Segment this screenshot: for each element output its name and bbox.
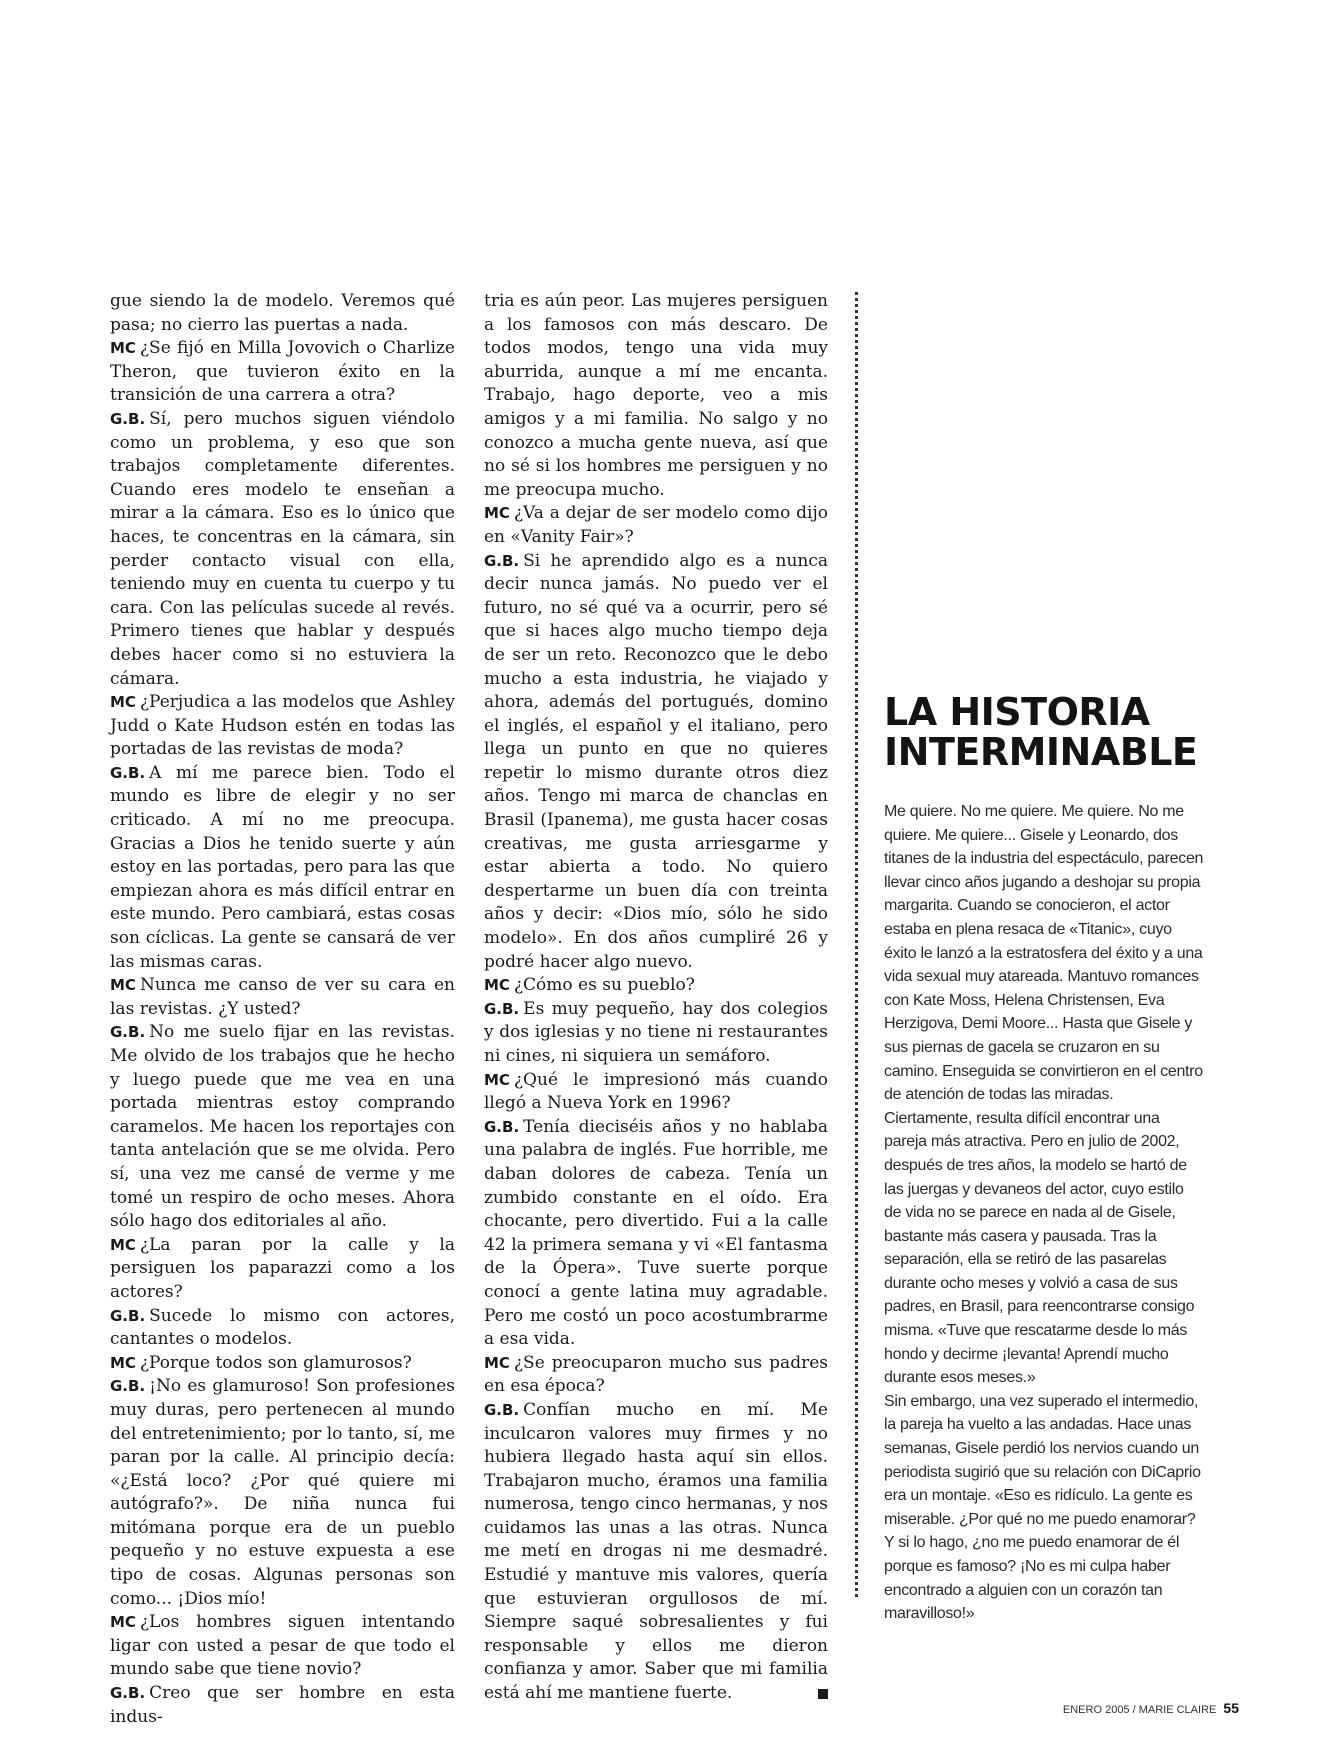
- speaker-label: G.B.: [484, 999, 520, 1018]
- speaker-label: MC: [110, 693, 136, 712]
- interview-paragraph: [484, 550, 828, 975]
- page-number: 55: [1223, 1700, 1239, 1716]
- speaker-label: G.B.: [110, 1684, 146, 1703]
- paragraph-text: ¿Se fijó en Milla Jovovich o Charlize Theron, que tuvieron éxito en la transición de una carrera a otra?: [110, 338, 455, 406]
- interview-paragraph: [110, 691, 455, 762]
- paragraph-text: tria es aún peor. Las mujeres persiguen a los famosos con más descaro. De todos modos, tengo una vida muy aburrida, aunque a mí me encanta. Trabajo, hago deporte, veo a mis amigos y a mi familia. No salgo y no conozco a mucha gente nueva, así que no sé si los hombres me persiguen y no me preocupa mucho.: [484, 291, 828, 500]
- speaker-label: MC: [484, 1070, 510, 1089]
- speaker-label: G.B.: [110, 1023, 146, 1042]
- sidebar-title-line-1: LA HISTORIA: [884, 690, 1150, 734]
- interview-paragraph: [484, 502, 828, 549]
- page-footer: [1063, 1700, 1239, 1716]
- speaker-label: G.B.: [484, 551, 520, 570]
- paragraph-text: Sucede lo mismo con actores, cantantes o modelos.: [110, 1305, 455, 1350]
- sidebar-paragraph-2: Sin embargo, una vez superado el intermedio, la pareja ha vuelto a las andadas. Hace unas semanas, Gisele perdió los nervios cuando un periodista sugirió que su relación con DiCaprio era un montaje. «Eso es ridículo. La gente es miserable. ¿Por qué no me puedo enamorar? Y si lo hago, ¿no me puedo enamorar de él porque es famoso? ¡No es mi culpa haber encontrado a alguien con un corazón tan maravilloso!»: [884, 1392, 1201, 1623]
- interview-paragraph: [110, 1352, 455, 1376]
- paragraph-text: A mí me parece bien. Todo el mundo es libre de elegir y no ser criticado. A mí no me preocupa. Gracias a Dios he tenido suerte y aún estoy en las portadas, pero para las que empiezan ahora es más difícil entrar en este mundo. Pero cambiará, estas cosas son cíclicas. La gente se cansará de ver las mismas caras.: [110, 762, 455, 972]
- paragraph-text: Sí, pero muchos siguen viéndolo como un problema, y eso que son trabajos completamente diferentes. Cuando eres modelo te enseñan a mirar a la cámara. Eso es lo único que haces, te concentras en la cámara, sin perder contacto visual con ella, teniendo muy en cuenta tu cuerpo y tu cara. Con las películas sucede al revés. Primero tienes que hablar y después debes hacer como si no estuviera la cámara.: [110, 408, 455, 689]
- interview-paragraph: [110, 408, 455, 691]
- paragraph-text: ¿Se preocuparon mucho sus padres en esa época?: [484, 1352, 828, 1397]
- speaker-label: MC: [484, 504, 510, 523]
- paragraph-text: Creo que ser hombre en esta indus-: [110, 1683, 455, 1727]
- paragraph-text: ¿Va a dejar de ser modelo como dijo en «Vanity Fair»?: [484, 503, 828, 547]
- speaker-label: G.B.: [484, 1400, 520, 1419]
- paragraph-text: Nunca me canso de ver su cara en las revistas. ¿Y usted?: [110, 975, 455, 1019]
- sidebar-paragraph-1: Me quiere. No me quiere. Me quiere. No me quiere. Me quiere... Gisele y Leonardo, dos titanes de la industria del espectáculo, parecen llevar cinco años jugando a deshojar su propia margarita. Cuando se conocieron, el actor estaba en plena resaca de «Titanic», cuyo éxito le lanzó a la estratosfera del éxito y a una vida sexual muy atareada. Mantuvo romances con Kate Moss, Helena Christensen, Eva Herzigova, Demi Moore... Hasta que Gisele y sus piernas de gacela se cruzaron en su camino. Enseguida se convirtieron en el centro de atención de todas las miradas. Ciertamente, resulta difícil encontrar una pareja más atractiva. Pero en julio de 2002, después de tres años, la modelo se hartó de las juergas y devaneos del actor, cuyo estilo de vida no se parece en nada al de Gisele, bastante más casera y pausada. Tras la separación, ella se retiró de las pasarelas durante ocho meses y volvió a casa de sus padres, en Brasil, para reencontrarse consigo misma. «Tuve que rescatarme desde lo más hondo y decirme ¡levanta! Aprendí mucho durante esos meses.»: [884, 803, 1204, 1387]
- interview-paragraph: [110, 974, 455, 1021]
- interview-paragraph: [484, 1352, 828, 1399]
- speaker-label: G.B.: [110, 1306, 146, 1325]
- speaker-label: G.B.: [484, 1117, 520, 1136]
- paragraph-text: Confían mucho en mí. Me inculcaron valores muy firmes y no hubiera llegado hasta aquí sin ellos. Trabajaron mucho, éramos una familia numerosa, tengo cinco hermanas, y nos cuidamos las unas a las otras. Nunca me metí en drogas ni me desmadré. Estudié y mantuve mis valores, quería que estuvieran orgullosos de mí. Siempre saqué sobresalientes y fui responsable y ellos me dieron confianza y amor. Saber que mi familia está ahí me mantiene fuerte.: [484, 1399, 828, 1704]
- interview-paragraph: [110, 1682, 455, 1729]
- paragraph-text: ¿Perjudica a las modelos que Ashley Judd o Kate Hudson estén en todas las portadas de las revistas de moda?: [110, 692, 455, 760]
- paragraph-text: No me suelo fijar en las revistas. Me olvido de los trabajos que he hecho y luego puede que me vea en una portada mientras estoy comprando caramelos. Me hacen los reportajes con tanta antelación que se me olvida. Pero sí, una vez me cansé de verme y me tomé un respiro de ocho meses. Ahora sólo hago dos editoriales al año.: [110, 1022, 455, 1232]
- speaker-label: MC: [110, 1613, 136, 1632]
- speaker-label: MC: [484, 1353, 510, 1372]
- interview-paragraph: [110, 290, 455, 337]
- speaker-label: G.B.: [110, 409, 146, 428]
- sidebar-title-line-2: INTERMINABLE: [884, 730, 1198, 774]
- speaker-label: MC: [110, 976, 136, 995]
- speaker-label: MC: [484, 976, 510, 995]
- interview-paragraph: [110, 337, 455, 408]
- interview-paragraph: [110, 762, 455, 974]
- speaker-label: MC: [110, 1353, 136, 1372]
- interview-column-1: [110, 290, 455, 1729]
- paragraph-text: ¡No es glamuroso! Son profesiones muy duras, pero pertenecen al mundo del entretenimiento; por lo tanto, sí, me paran por la calle. Al principio decía: «¿Está loco? ¿Por qué quiere mi autógrafo?». De niña nunca fui mitómana porque era de un pueblo pequeño y no estuve expuesta a ese tipo de cosas. Algunas personas son como... ¡Dios mío!: [110, 1376, 455, 1609]
- interview-paragraph: [110, 1305, 455, 1352]
- interview-paragraph: [484, 1399, 828, 1706]
- paragraph-text: Tenía dieciséis años y no hablaba una palabra de inglés. Fue horrible, me daban dolores de cabeza. Tenía un zumbido constante en el oído. Era chocante, pero divertido. Fui a la calle 42 la primera semana y vi «El fantasma de la Ópera». Tuve suerte porque conocí a gente latina muy agradable. Pero me costó un poco acostumbrarme a esa vida.: [484, 1116, 828, 1350]
- speaker-label: G.B.: [110, 763, 146, 782]
- interview-paragraph: [484, 974, 828, 998]
- interview-paragraph: [484, 1116, 828, 1352]
- paragraph-text: ¿Qué le impresionó más cuando llegó a Nueva York en 1996?: [484, 1069, 828, 1114]
- interview-paragraph: [110, 1234, 455, 1305]
- paragraph-text: Es muy pequeño, hay dos colegios y dos iglesias y no tiene ni restaurantes ni cines, ni siquiera un semáforo.: [484, 998, 828, 1066]
- dotted-column-divider: [855, 292, 858, 1597]
- footer-issue: ENERO 2005 / MARIE CLAIRE: [1062, 1704, 1217, 1716]
- interview-paragraph: [110, 1021, 455, 1233]
- paragraph-text: ¿Cómo es su pueblo?: [513, 975, 695, 996]
- interview-paragraph: [484, 290, 828, 502]
- paragraph-text: gue siendo la de modelo. Veremos qué pasa; no cierro las puertas a nada.: [110, 291, 455, 335]
- speaker-label: MC: [110, 1235, 136, 1254]
- speaker-label: MC: [110, 339, 136, 358]
- interview-paragraph: [110, 1611, 455, 1682]
- paragraph-text: ¿La paran por la calle y la persiguen los paparazzi como a los actores?: [110, 1234, 455, 1302]
- speaker-label: G.B.: [110, 1377, 146, 1396]
- interview-paragraph: [484, 998, 828, 1069]
- paragraph-text: ¿Los hombres siguen intentando ligar con usted a pesar de que todo el mundo sabe que tiene novio?: [110, 1612, 455, 1680]
- interview-paragraph: [110, 1375, 455, 1611]
- sidebar-box: [884, 692, 1204, 1626]
- interview-paragraph: [484, 1069, 828, 1116]
- paragraph-text: ¿Porque todos son glamurosos?: [139, 1352, 412, 1373]
- end-of-article-square-icon: [818, 1689, 828, 1699]
- paragraph-text: Si he aprendido algo es a nunca decir nunca jamás. No puedo ver el futuro, no sé qué va a ocurrir, pero sé que si haces algo mucho tiempo deja de ser un reto. Reconozco que le debo mucho a esta industria, he viajado y ahora, además del portugués, domino el inglés, el español y el italiano, pero llega un punto en que no quieres repetir lo mismo durante otros diez años. Tengo mi marca de chanclas en Brasil (Ipanema), me gusta hacer cosas creativas, me gusta arriesgarme y estar abierta a todo. No quiero despertarme un buen día con treinta años y decir: «Dios mío, sólo he sido modelo». En dos años cumpliré 26 y podré hacer algo nuevo.: [484, 550, 828, 972]
- sidebar-title: [884, 692, 1204, 772]
- interview-column-2: [484, 290, 828, 1706]
